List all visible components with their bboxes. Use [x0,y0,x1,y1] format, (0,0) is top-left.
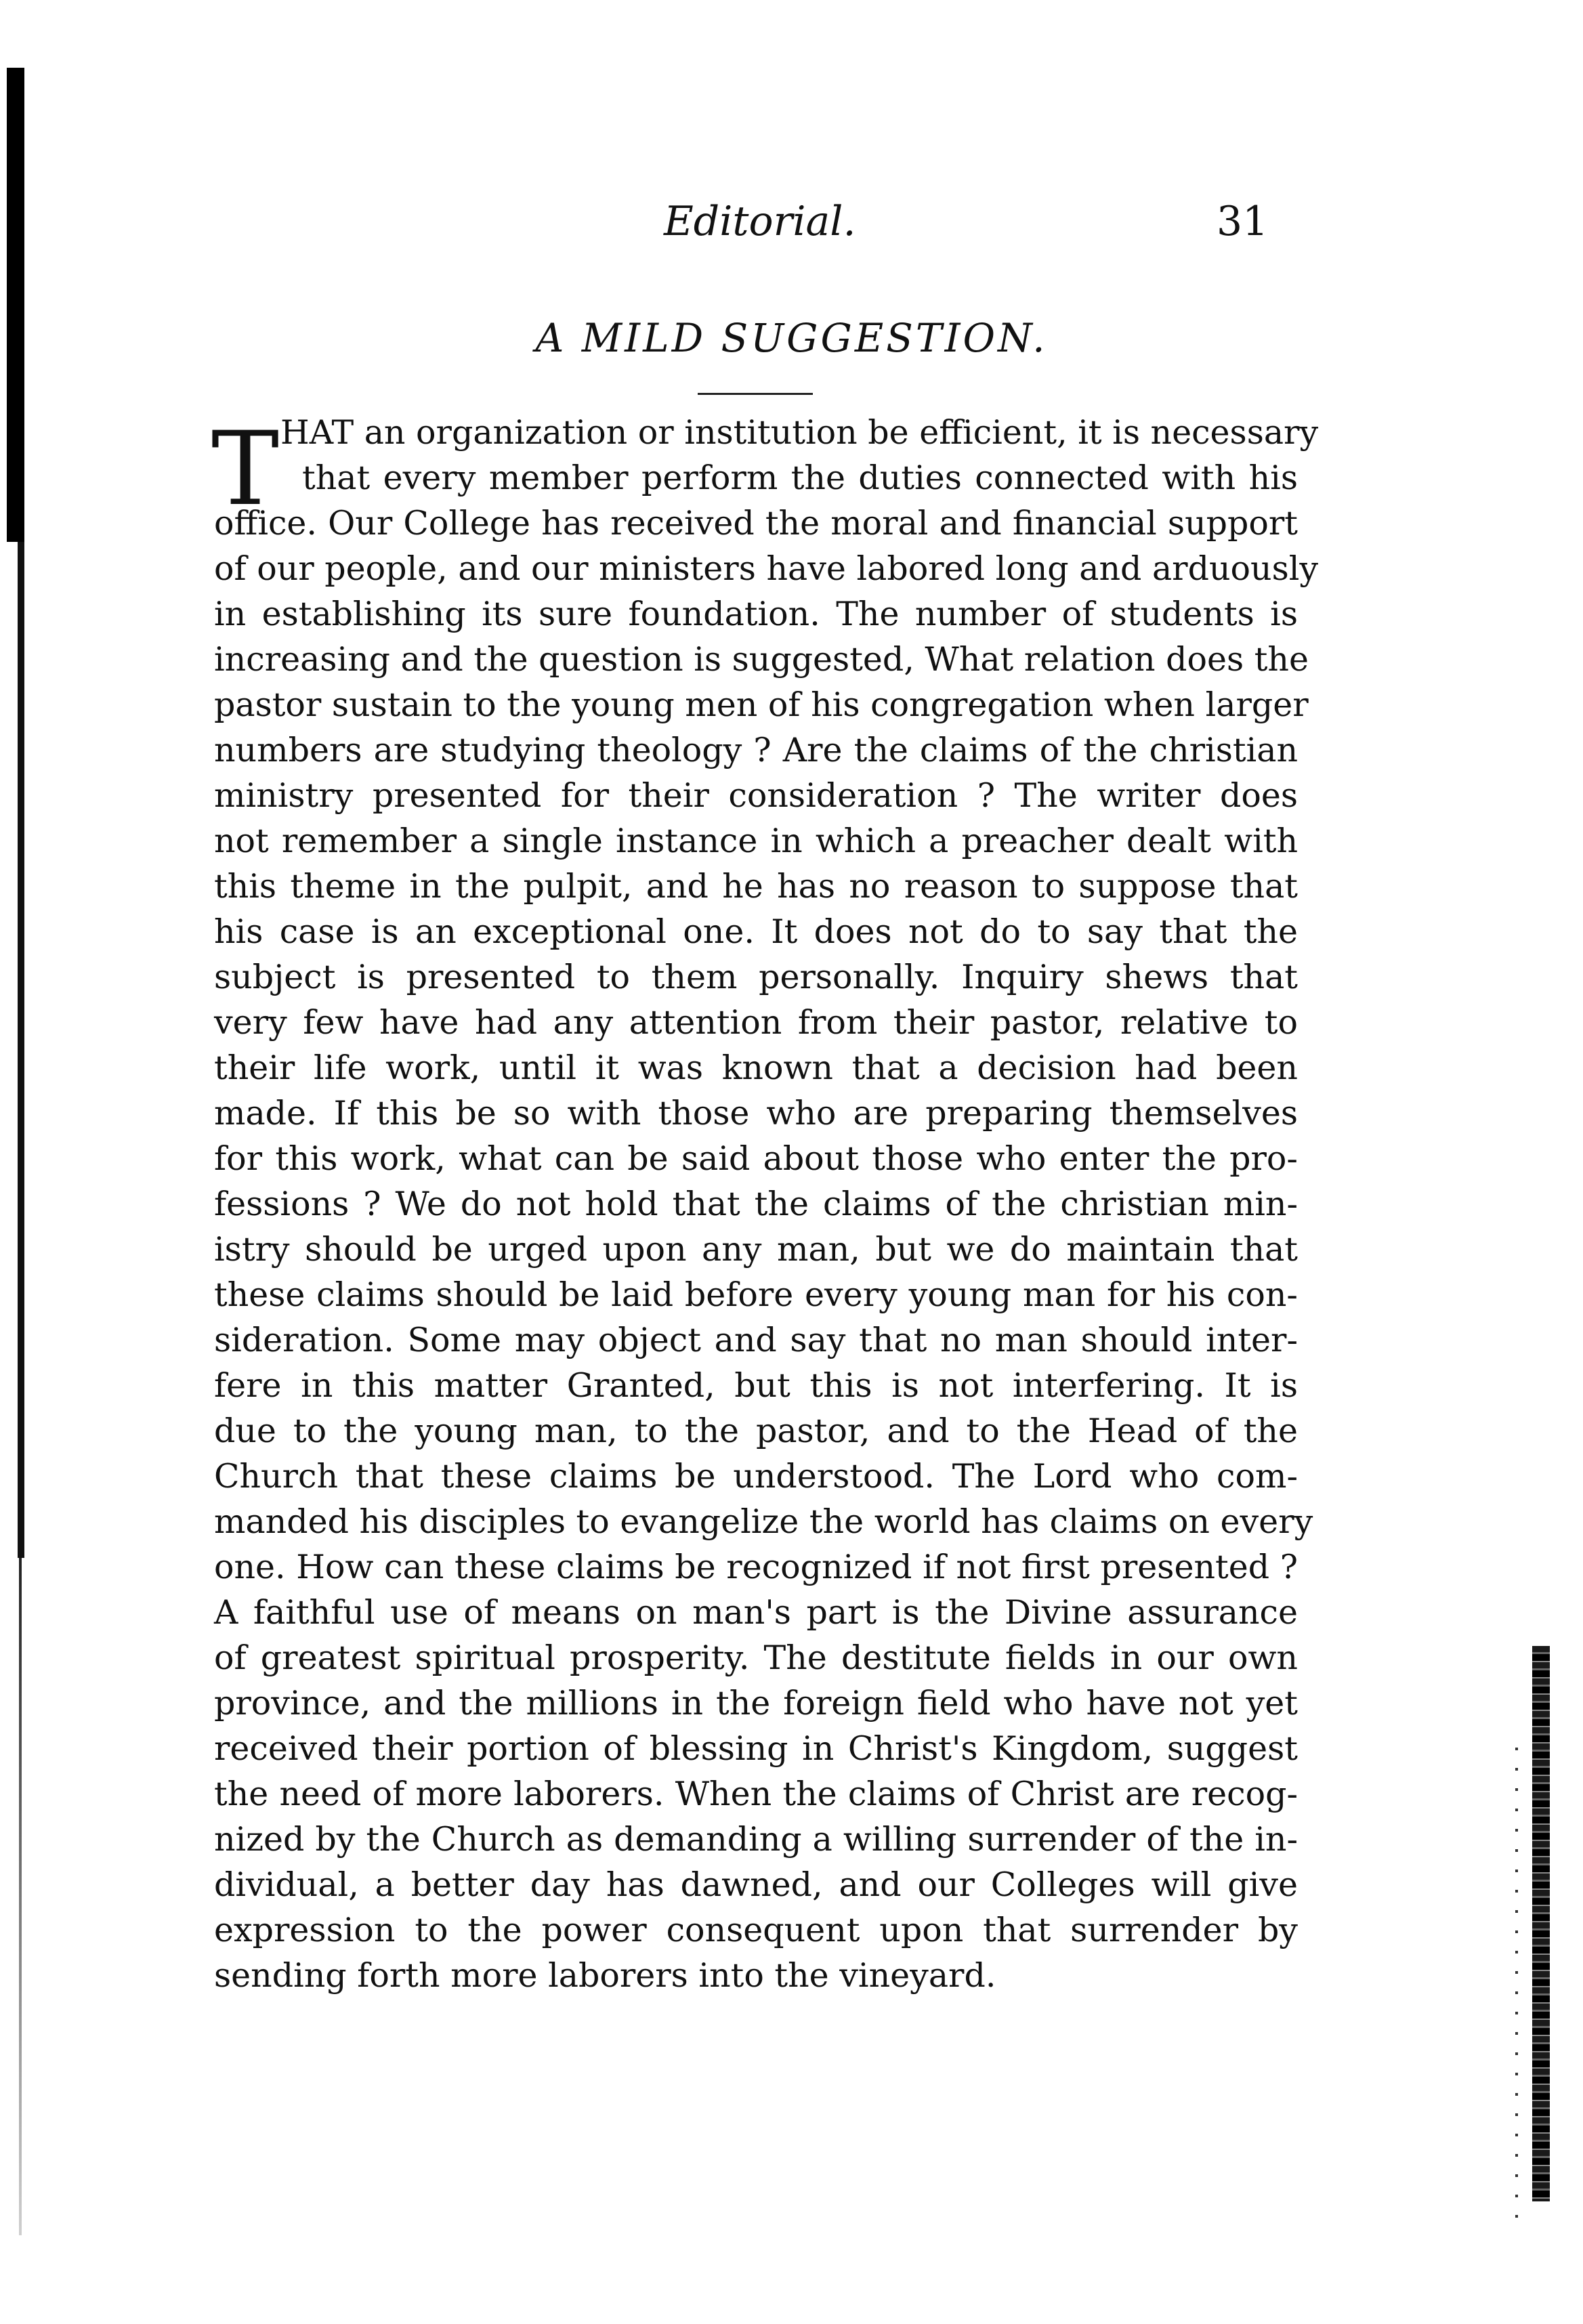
body-line: made. If this be so with those who are preparing themselves [214,1094,1298,1133]
body-line: fessions ? We do not hold that the claims of the christian min- [214,1185,1298,1223]
scan-edge-fade [19,1558,22,2235]
body-line: for this work, what can be said about those who enter the pro- [214,1139,1298,1178]
scan-right-edge-strip [1532,1646,1550,2201]
body-line: A faithful use of means on man's part is the Divine assurance [214,1593,1298,1632]
article-body [214,410,1319,1998]
body-line: office. Our College has received the moral and financial support [214,504,1298,543]
body-line: of greatest spiritual prosperity. The destitute fields in our own [214,1639,1298,1677]
body-line: of our people, and our ministers have labored long and arduously [214,549,1319,588]
body-line: due to the young man, to the pastor, and to the Head of the [214,1412,1298,1450]
body-line: istry should be urged upon any man, but we do maintain that [214,1230,1298,1269]
drop-cap: T [211,410,280,528]
body-line: fere in this matter Granted, but this is not interfering. It is [214,1366,1298,1405]
body-line: HAT an organization or institution be efficient, it is necessary [280,413,1319,452]
body-line: these claims should be laid before every young man for his con- [214,1275,1298,1314]
body-line: numbers are studying theology ? Are the claims of the christian [214,731,1298,769]
body-line: expression to the power consequent upon that surrender by [214,1911,1298,1949]
scan-edge-shadow-lower [18,542,24,1558]
body-line: nized by the Church as demanding a willing surrender of the in- [214,1820,1298,1859]
body-line: their life work, until it was known that a decision had been [214,1049,1298,1087]
body-line: ministry presented for their consideration ? The writer does [214,776,1298,815]
body-line: that every member perform the duties connected with his [302,459,1298,497]
article-title: A MILD SUGGESTION. [535,315,1048,361]
body-line: received their portion of blessing in Christ's Kingdom, suggest [214,1729,1298,1768]
body-line: sending forth more laborers into the vineyard. [214,1956,996,1995]
body-line: manded his disciples to evangelize the world has claims on every [214,1502,1313,1541]
body-line: one. How can these claims be recognized if not first presented ? [214,1548,1298,1586]
body-line: sideration. Some may object and say that no man should inter- [214,1321,1298,1359]
scan-right-tick-marks [1515,1748,1518,2235]
body-line: province, and the millions in the foreign field who have not yet [214,1684,1298,1723]
body-line: the need of more laborers. When the claims of Christ are recog- [214,1775,1298,1813]
title-rule [698,393,813,395]
body-line: increasing and the question is suggested, What relation does the [214,640,1309,679]
body-line: his case is an exceptional one. It does not do to say that the [214,912,1298,951]
running-head: Editorial. [664,198,856,245]
body-line: in establishing its sure foundation. The number of students is [214,595,1298,633]
body-line: very few have had any attention from their pastor, relative to [214,1003,1298,1042]
scan-edge-shadow [7,68,24,542]
body-line: this theme in the pulpit, and he has no reason to suppose that [214,867,1298,906]
body-line: not remember a single instance in which a preacher dealt with [214,822,1298,860]
body-line: pastor sustain to the young men of his congregation when larger [214,685,1309,724]
page-number: 31 [1217,198,1269,245]
body-line: Church that these claims be understood. The Lord who com- [214,1457,1298,1496]
body-line: subject is presented to them personally. Inquiry shews that [214,958,1298,996]
body-line: dividual, a better day has dawned, and our Colleges will give [214,1865,1298,1904]
